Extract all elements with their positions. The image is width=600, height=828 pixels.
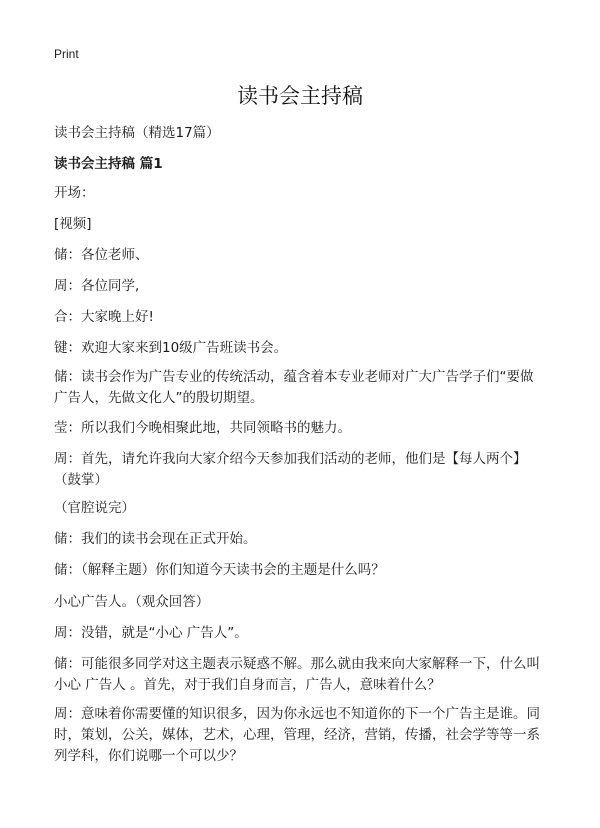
paragraph: 周：没错，就是“小心 广告人”。 [54,625,248,641]
paragraph: （官腔说完） [54,500,135,516]
paragraph: 储：读书会作为广告专业的传统活动，蕴含着本专业老师对广大广告学子们“要做广告人，先做文化人”的殷切期望。 [54,369,534,406]
paragraph: 储：我们的读书会现在正式开始。 [54,531,257,547]
print-label[interactable]: Print [54,47,79,61]
paragraph: 储：可能很多同学对这主题表示疑惑不解。那么就由我来向大家解释一下，什么叫小心 广告人 。首先，对于我们自身而言，广告人，意味着什么？ [54,656,540,693]
document-subtitle: 读书会主持稿（精选17篇） [54,125,220,141]
paragraph: 小心广告人。（观众回答） [54,594,210,610]
paragraph: 周：各位同学, [54,278,140,294]
paragraph: 周：意味着你需要懂的知识很多，因为你永远也不知道你的下一个广告主是谁。同时，策划，公关，媒体，艺术，心理，管理，经济，营销，传播，社会学等等一系列学科，你们说哪一个可以少？ [54,706,540,764]
document-title: 读书会主持稿 [237,84,363,108]
paragraph: 开场： [54,185,95,201]
paragraph: 储：（解释主题）你们知道今天读书会的主题是什么吗？ [54,562,385,578]
paragraph: 合：大家晚上好! [54,309,154,325]
paragraph: 储：各位老师、 [54,247,149,263]
paragraph: 莹：所以我们今晚相聚此地，共同领略书的魅力。 [54,420,351,436]
paragraph: 周：首先，请允许我向大家介绍今天参加我们活动的老师，他们是【每人两个】（鼓掌） [54,451,527,488]
paragraph: [视频] [54,216,92,232]
paragraph: 键：欢迎大家来到10级广告班读书会。 [54,340,288,356]
section-heading: 读书会主持稿 篇1 [54,156,163,172]
